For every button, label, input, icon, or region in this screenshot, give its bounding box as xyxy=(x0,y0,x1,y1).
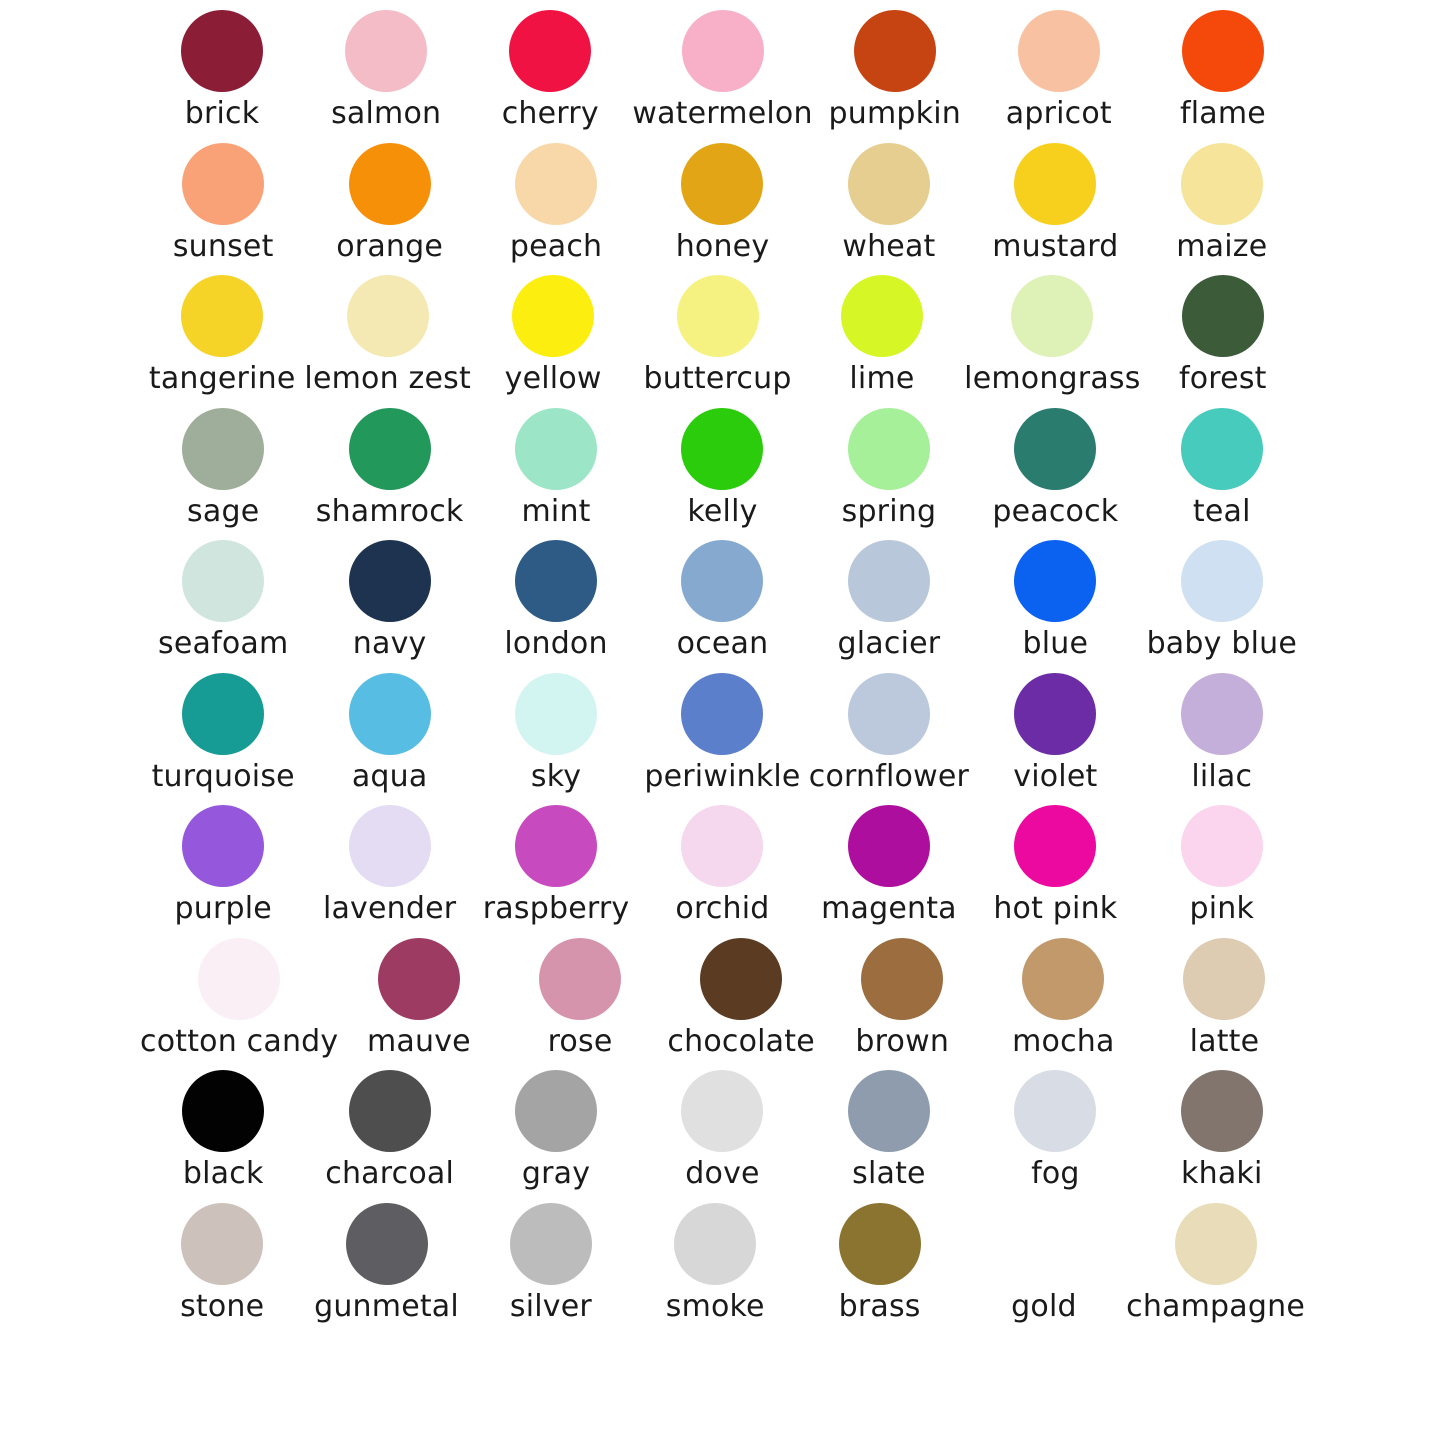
color-dot xyxy=(346,1203,428,1285)
color-label: turquoise xyxy=(151,758,295,794)
color-label: rose xyxy=(547,1023,613,1059)
color-label: gold xyxy=(1011,1288,1077,1324)
color-dot xyxy=(181,10,263,92)
color-label: baby blue xyxy=(1146,626,1297,661)
color-label: lemongrass xyxy=(964,361,1141,396)
color-label: violet xyxy=(1013,758,1098,794)
color-dot xyxy=(700,938,782,1020)
color-label: watermelon xyxy=(632,96,813,131)
color-swatch[interactable] xyxy=(140,540,306,660)
color-swatch[interactable] xyxy=(338,938,499,1058)
color-label: charcoal xyxy=(325,1156,454,1191)
color-dot xyxy=(674,1203,756,1285)
color-label: cotton candy xyxy=(140,1023,339,1059)
color-label: wheat xyxy=(842,228,936,264)
color-dot xyxy=(1175,1203,1257,1285)
color-swatch[interactable] xyxy=(304,1203,468,1323)
color-swatch[interactable] xyxy=(140,10,304,130)
color-swatch[interactable] xyxy=(473,1070,639,1190)
color-label: lemon zest xyxy=(304,361,471,396)
color-label: fog xyxy=(1031,1156,1080,1191)
color-dot xyxy=(848,673,930,755)
color-swatch[interactable] xyxy=(983,938,1144,1058)
color-dot xyxy=(861,938,943,1020)
color-row xyxy=(140,540,1305,660)
color-label: tangerine xyxy=(148,361,296,396)
color-swatch[interactable] xyxy=(1139,805,1305,925)
color-label: brown xyxy=(855,1023,950,1059)
color-swatch[interactable] xyxy=(1144,938,1305,1058)
color-dot xyxy=(1014,673,1096,755)
color-dot xyxy=(515,805,597,887)
color-swatch[interactable] xyxy=(473,540,639,660)
color-label: navy xyxy=(352,626,427,661)
color-label: dove xyxy=(685,1156,760,1191)
color-dot xyxy=(1181,540,1263,622)
color-swatch[interactable] xyxy=(471,275,635,395)
color-label: maize xyxy=(1176,228,1268,264)
color-label: teal xyxy=(1192,493,1251,529)
color-dot xyxy=(181,275,263,357)
color-swatch[interactable] xyxy=(468,10,632,130)
color-dot xyxy=(198,938,280,1020)
color-label: shamrock xyxy=(315,493,464,529)
color-label: chocolate xyxy=(667,1023,815,1059)
color-label: champagne xyxy=(1126,1288,1305,1324)
color-swatch[interactable] xyxy=(639,805,805,925)
color-swatch[interactable] xyxy=(639,540,805,660)
color-dot xyxy=(345,10,427,92)
color-dot xyxy=(349,408,431,490)
color-swatch[interactable] xyxy=(972,540,1138,660)
color-label: gray xyxy=(521,1156,591,1191)
color-dot xyxy=(349,673,431,755)
color-label: sage xyxy=(187,493,260,529)
color-dot xyxy=(848,1070,930,1152)
color-dot xyxy=(1181,143,1263,225)
color-label: peacock xyxy=(992,493,1119,529)
color-swatch[interactable] xyxy=(800,275,964,395)
color-label: mauve xyxy=(367,1023,471,1059)
color-dot xyxy=(681,408,763,490)
color-swatch[interactable] xyxy=(1139,143,1305,263)
color-swatch[interactable] xyxy=(806,805,972,925)
color-dot xyxy=(848,408,930,490)
color-swatch[interactable] xyxy=(306,805,472,925)
color-swatch[interactable] xyxy=(304,275,471,395)
color-swatch[interactable] xyxy=(306,540,472,660)
color-dot xyxy=(841,275,923,357)
color-dot xyxy=(509,10,591,92)
color-swatch[interactable] xyxy=(639,673,805,793)
color-swatch[interactable] xyxy=(661,938,822,1058)
color-swatch[interactable] xyxy=(1141,10,1305,130)
color-dot xyxy=(681,540,763,622)
color-label: pumpkin xyxy=(828,96,961,131)
color-dot xyxy=(854,10,936,92)
color-swatch[interactable] xyxy=(1126,1203,1305,1323)
color-dot xyxy=(1003,1203,1085,1285)
color-label: flame xyxy=(1179,96,1266,131)
color-swatch[interactable] xyxy=(639,143,805,263)
color-label: seafoam xyxy=(158,626,289,661)
color-swatch[interactable] xyxy=(140,1203,304,1323)
color-swatch[interactable] xyxy=(977,10,1141,130)
color-label: mocha xyxy=(1012,1023,1115,1059)
color-label: orange xyxy=(336,228,444,264)
color-dot xyxy=(1181,805,1263,887)
color-swatch[interactable] xyxy=(1139,408,1305,528)
color-label: cornflower xyxy=(808,758,970,794)
color-swatch[interactable] xyxy=(306,143,472,263)
color-label: smoke xyxy=(665,1288,765,1324)
color-dot xyxy=(181,1203,263,1285)
color-label: khaki xyxy=(1181,1156,1263,1191)
color-dot xyxy=(848,540,930,622)
color-swatch[interactable] xyxy=(964,275,1140,395)
color-label: lime xyxy=(849,361,915,396)
color-swatch[interactable] xyxy=(140,408,306,528)
color-dot xyxy=(1014,805,1096,887)
color-swatch[interactable] xyxy=(473,408,639,528)
color-dot xyxy=(515,1070,597,1152)
color-label: purple xyxy=(174,891,272,926)
color-dot xyxy=(1182,10,1264,92)
color-dot xyxy=(681,143,763,225)
color-swatch[interactable] xyxy=(1141,275,1305,395)
color-swatch[interactable] xyxy=(140,938,338,1058)
color-label: raspberry xyxy=(482,891,630,926)
color-label: sky xyxy=(530,758,582,794)
color-swatch[interactable] xyxy=(499,938,660,1058)
color-dot xyxy=(839,1203,921,1285)
color-dot xyxy=(681,1070,763,1152)
color-label: mint xyxy=(521,493,591,529)
color-label: latte xyxy=(1189,1023,1260,1059)
color-label: apricot xyxy=(1005,96,1112,131)
color-dot xyxy=(347,275,429,357)
color-label: ocean xyxy=(676,626,769,661)
color-dot xyxy=(349,143,431,225)
color-swatch[interactable] xyxy=(806,540,972,660)
color-label: london xyxy=(504,626,608,661)
color-swatch[interactable] xyxy=(972,673,1138,793)
color-label: lilac xyxy=(1191,758,1253,794)
color-dot xyxy=(182,805,264,887)
color-row xyxy=(140,805,1305,925)
color-dot xyxy=(681,673,763,755)
color-swatch[interactable] xyxy=(473,143,639,263)
color-dot xyxy=(1182,275,1264,357)
color-dot xyxy=(848,805,930,887)
color-swatch[interactable] xyxy=(806,673,972,793)
color-label: kelly xyxy=(687,493,758,529)
color-swatch[interactable] xyxy=(972,1070,1138,1190)
color-label: salmon xyxy=(331,96,442,131)
color-swatch[interactable] xyxy=(806,408,972,528)
color-swatch[interactable] xyxy=(140,1070,306,1190)
color-swatch[interactable] xyxy=(1139,540,1305,660)
color-swatch[interactable] xyxy=(635,275,799,395)
color-swatch[interactable] xyxy=(1139,673,1305,793)
color-swatch[interactable] xyxy=(473,805,639,925)
color-dot xyxy=(681,805,763,887)
color-dot xyxy=(1181,408,1263,490)
color-dot xyxy=(515,540,597,622)
color-dot xyxy=(349,805,431,887)
color-swatch[interactable] xyxy=(962,1203,1126,1323)
color-dot xyxy=(1014,408,1096,490)
color-dot xyxy=(510,1203,592,1285)
color-swatch[interactable] xyxy=(140,673,306,793)
color-dot xyxy=(677,275,759,357)
color-dot xyxy=(848,143,930,225)
color-swatch[interactable] xyxy=(972,143,1138,263)
color-label: brick xyxy=(184,96,260,131)
color-dot xyxy=(512,275,594,357)
color-dot xyxy=(1014,540,1096,622)
color-label: orchid xyxy=(675,891,770,926)
color-swatch[interactable] xyxy=(1139,1070,1305,1190)
color-label: peach xyxy=(509,228,603,264)
color-swatch[interactable] xyxy=(306,673,472,793)
color-label: silver xyxy=(509,1288,592,1324)
color-row xyxy=(140,938,1305,1058)
color-label: honey xyxy=(675,228,770,264)
color-row xyxy=(140,1203,1305,1323)
color-label: buttercup xyxy=(643,361,792,396)
color-dot xyxy=(1183,938,1265,1020)
color-dot xyxy=(539,938,621,1020)
color-swatch[interactable] xyxy=(140,143,306,263)
color-dot xyxy=(1181,673,1263,755)
color-dot xyxy=(349,1070,431,1152)
color-swatch[interactable] xyxy=(140,805,306,925)
color-label: mustard xyxy=(992,228,1119,264)
color-swatch[interactable] xyxy=(633,1203,797,1323)
color-dot xyxy=(515,143,597,225)
color-swatch[interactable] xyxy=(304,10,468,130)
color-swatch[interactable] xyxy=(632,10,812,130)
color-swatch[interactable] xyxy=(972,805,1138,925)
color-label: pink xyxy=(1189,891,1255,926)
color-label: cherry xyxy=(501,96,599,131)
color-row xyxy=(140,1070,1305,1190)
color-dot xyxy=(1018,10,1100,92)
color-label: magenta xyxy=(821,891,957,926)
color-swatch[interactable] xyxy=(473,673,639,793)
color-label: black xyxy=(182,1156,264,1191)
color-swatch[interactable] xyxy=(806,1070,972,1190)
color-row xyxy=(140,673,1305,793)
color-label: sunset xyxy=(172,228,274,264)
color-label: blue xyxy=(1022,626,1089,661)
color-dot xyxy=(1014,143,1096,225)
color-swatch[interactable] xyxy=(140,275,304,395)
color-label: spring xyxy=(841,493,937,529)
color-swatch[interactable] xyxy=(306,1070,472,1190)
color-dot xyxy=(682,10,764,92)
color-dot xyxy=(1022,938,1104,1020)
color-dot xyxy=(182,540,264,622)
color-dot xyxy=(182,1070,264,1152)
color-row xyxy=(140,143,1305,263)
color-swatch[interactable] xyxy=(797,1203,961,1323)
color-dot xyxy=(349,540,431,622)
color-swatch[interactable] xyxy=(306,408,472,528)
color-label: stone xyxy=(180,1288,265,1324)
color-label: yellow xyxy=(504,361,602,396)
color-swatch[interactable] xyxy=(813,10,977,130)
color-swatch[interactable] xyxy=(806,143,972,263)
color-label: aqua xyxy=(351,758,428,794)
color-dot xyxy=(1011,275,1093,357)
color-swatch[interactable] xyxy=(639,408,805,528)
color-label: lavender xyxy=(322,891,457,926)
color-dot xyxy=(182,673,264,755)
color-row xyxy=(140,275,1305,395)
color-dot xyxy=(515,408,597,490)
color-dot xyxy=(515,673,597,755)
color-dot xyxy=(182,408,264,490)
color-row xyxy=(140,10,1305,130)
color-row xyxy=(140,408,1305,528)
color-dot xyxy=(1181,1070,1263,1152)
color-label: hot pink xyxy=(993,891,1118,926)
color-label: gunmetal xyxy=(314,1288,459,1324)
color-label: brass xyxy=(838,1288,921,1324)
color-dot xyxy=(182,143,264,225)
color-label: glacier xyxy=(837,626,941,661)
color-dot xyxy=(378,938,460,1020)
color-swatch[interactable] xyxy=(972,408,1138,528)
color-dot xyxy=(1014,1070,1096,1152)
color-swatch[interactable] xyxy=(639,1070,805,1190)
color-label: slate xyxy=(852,1156,926,1191)
color-swatch[interactable] xyxy=(822,938,983,1058)
color-label: forest xyxy=(1178,361,1267,396)
color-swatch[interactable] xyxy=(469,1203,633,1323)
color-label: periwinkle xyxy=(644,758,801,794)
